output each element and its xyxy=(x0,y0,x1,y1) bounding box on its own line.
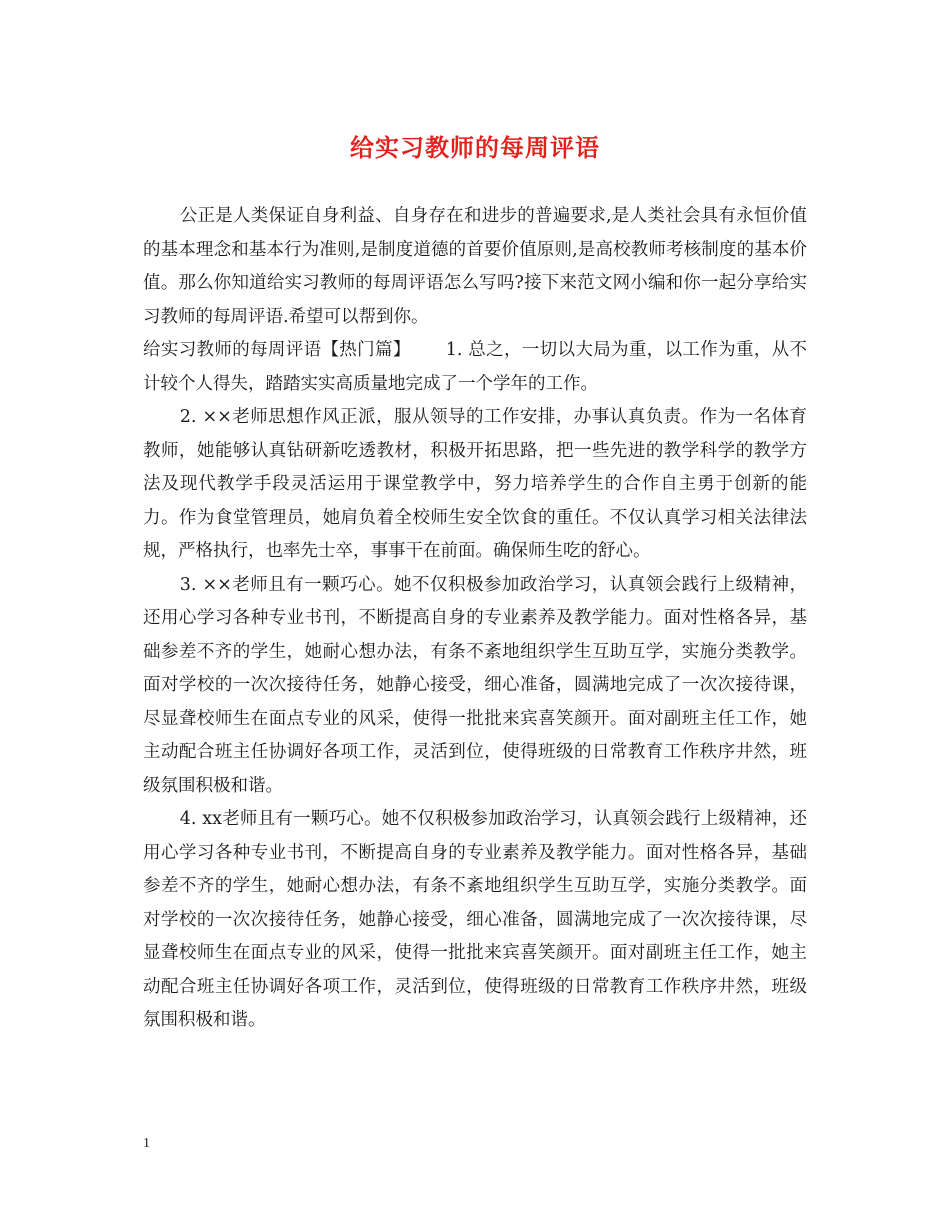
document-title: 给实习教师的每周评语 xyxy=(350,133,600,162)
section-heading: 给实习教师的每周评语【热门篇】 xyxy=(143,340,411,360)
page-number: 1 xyxy=(143,1136,150,1151)
comment-item-1: 1. 总之，一切以大局为重，以工作为重，从不计较个人得失，踏踏实实高质量地完成了一个学年的工作。 xyxy=(143,340,808,394)
comment-item-4: 4. xx老师且有一颗巧心。她不仅积极参加政治学习，认真领会践行上级精神，还用心学习各种专业书刊，不断提高自身的专业素养及教学能力。面对性格各异，基础参差不齐的学生，她耐心想办法，有条不紊地组织学生互助互学，实施分类教学。面对学校的一次次接待任务，她静心接受，细心准备，圆满地完成了一次次接待课，尽显聋校师生在面点专业的风采，使得一批批来宾喜笑颜开。面对副班主任工作，她主动配合班主任协调好各项工作，灵活到位，使得班级的日常教育工作秩序井然，班级氛围积极和谐。 xyxy=(143,809,807,1030)
section-gap xyxy=(411,340,446,360)
section-paragraph xyxy=(143,334,807,401)
document-body xyxy=(143,200,807,1038)
comment-item-3: 3. ××老师且有一颗巧心。她不仅积极参加政治学习，认真领会践行上级精神，还用心学习各种专业书刊，不断提高自身的专业素养及教学能力。面对性格各异，基础参差不齐的学生，她耐心想办法，有条不紊地组织学生互助互学，实施分类教学。面对学校的一次次接待任务，她静心接受，细心准备，圆满地完成了一次次接待课，尽显聋校师生在面点专业的风采，使得一批批来宾喜笑颜开。面对副班主任工作，她主动配合班主任协调好各项工作，灵活到位，使得班级的日常教育工作秩序井然，班级氛围积极和谐。 xyxy=(143,574,807,796)
intro-paragraph: 公正是人类保证自身利益、自身存在和进步的普遍要求,是人类社会具有永恒价值的基本理念和基本行为准则,是制度道德的首要价值原则,是高校教师考核制度的基本价值。那么你知道给实习教师的每周评语怎么写吗?接下来范文网小编和你一起分享给实习教师的每周评语.希望可以帮到你。 xyxy=(143,206,807,327)
comment-item-2: 2. ××老师思想作风正派，服从领导的工作安排，办事认真负责。作为一名体育教师，她能够认真钻研新吃透教材，积极开拓思路，把一些先进的教学科学的教学方法及现代教学手段灵活运用于课堂教学中，努力培养学生的合作自主勇于创新的能力。作为食堂管理员，她肩负着全校师生安全饮食的重任。不仅认真学习相关法律法规，严格执行，也率先士卒，事事干在前面。确保师生吃的舒心。 xyxy=(143,407,807,561)
